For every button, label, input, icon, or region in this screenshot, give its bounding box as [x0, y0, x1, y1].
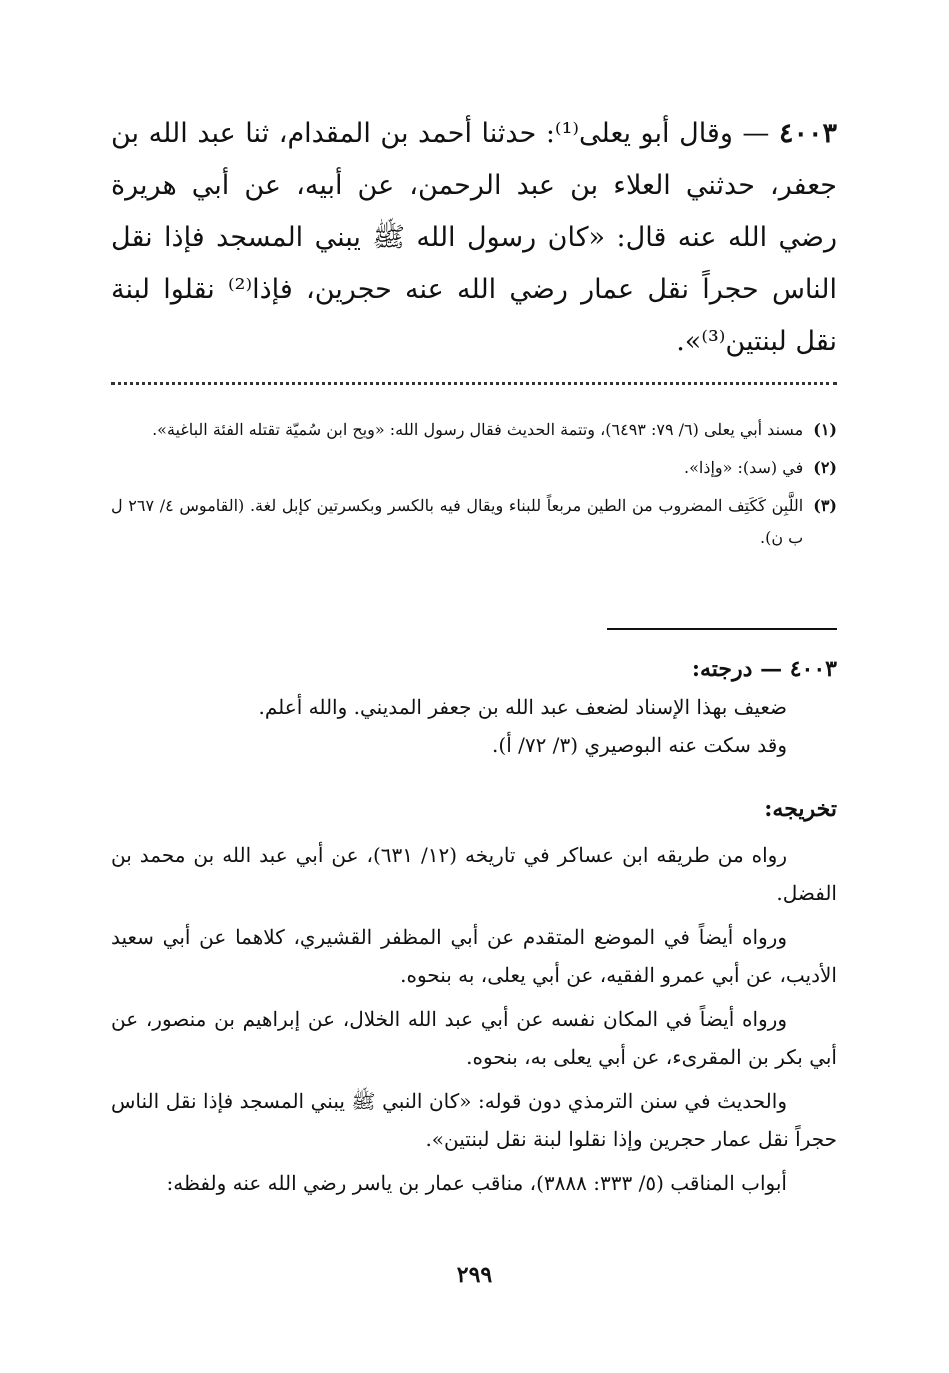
hadith-block: [111, 108, 837, 368]
page-number: ٢٩٩: [456, 1262, 493, 1288]
footnote-number: (١): [813, 420, 837, 439]
footnotes: [111, 414, 837, 560]
takhrij-heading: تخريجه:: [764, 796, 837, 822]
takhrij-paragraph-1: رواه من طريقه ابن عساكر في تاريخه (١٢/ ٦٣١)، عن أبي عبد الله بن محمد بن الفضل.: [111, 843, 837, 905]
grade-section: [111, 650, 837, 764]
takhrij-paragraph-4: والحديث في سنن الترمذي دون قوله: «كان النبي ﷺ يبني المسجد فإذا نقل الناس حجراً نقل عمار حجرين وإذا نقلوا لبنة نقل لبنتين».: [111, 1089, 837, 1151]
footnote-separator: [111, 382, 837, 385]
section-rule: [607, 628, 837, 630]
takhrij-section: [111, 790, 837, 1202]
footnote-2: [111, 452, 837, 484]
hadith-text: — وقال أبو يعلى⁽¹⁾: حدثنا أحمد بن المقدام، ثنا عبد الله بن جعفر، حدثني العلاء بن عبد الرحمن، عن أبيه، عن أبي هريرة رضي الله عنه قال: «كان رسول الله ﷺ يبني المسجد فإذا نقل الناس حجراً نقل عمار رضي الله عنه حجرين، فإذا⁽²⁾ نقلوا لبنة نقل لبنتين⁽³⁾».: [111, 118, 838, 357]
footnote-3: [111, 490, 837, 554]
footnote-text: مسند أبي يعلى (٦/ ٧٩: ٦٤٩٣)، وتتمة الحديث فقال رسول الله: «ويح ابن سُميّة تقتله الفئة الباغية».: [152, 420, 804, 439]
footnote-number: (٣): [813, 496, 837, 515]
grade-line-2: وقد سكت عنه البوصيري (٣/ ٧٢/ أ).: [492, 733, 787, 757]
takhrij-paragraph-2: ورواه أيضاً في الموضع المتقدم عن أبي المظفر القشيري، كلاهما عن أبي سعيد الأديب، عن أبي عمرو الفقيه، عن أبي يعلى، به بنحوه.: [111, 925, 837, 987]
footnote-number: (٢): [813, 458, 837, 477]
grade-line-1: ضعيف بهذا الإسناد لضعف عبد الله بن جعفر المديني. والله أعلم.: [258, 695, 787, 719]
hadith-number: ٤٠٠٣: [778, 118, 837, 149]
footnote-1: [111, 414, 837, 446]
hadith-paragraph: [111, 108, 837, 368]
footnote-text: في (سد): «وإذا».: [684, 458, 804, 477]
grade-heading: ٤٠٠٣ — درجته:: [691, 656, 837, 682]
takhrij-paragraph-5: أبواب المناقب (٥/ ٣٣٣: ٣٨٨٨)، مناقب عمار بن ياسر رضي الله عنه ولفظه:: [166, 1171, 787, 1195]
footnote-text: اللَّبِن كَكَتِف المضروب من الطين مربعاً للبناء ويقال فيه بالكسر وبكسرتين كإبل لغة. (القاموس ٤/ ٢٦٧ ل ب ن).: [111, 496, 804, 547]
takhrij-paragraph-3: ورواه أيضاً في المكان نفسه عن أبي عبد الله الخلال، عن إبراهيم بن منصور، عن أبي بكر بن المقرىء، عن أبي يعلى به، بنحوه.: [111, 1007, 837, 1069]
